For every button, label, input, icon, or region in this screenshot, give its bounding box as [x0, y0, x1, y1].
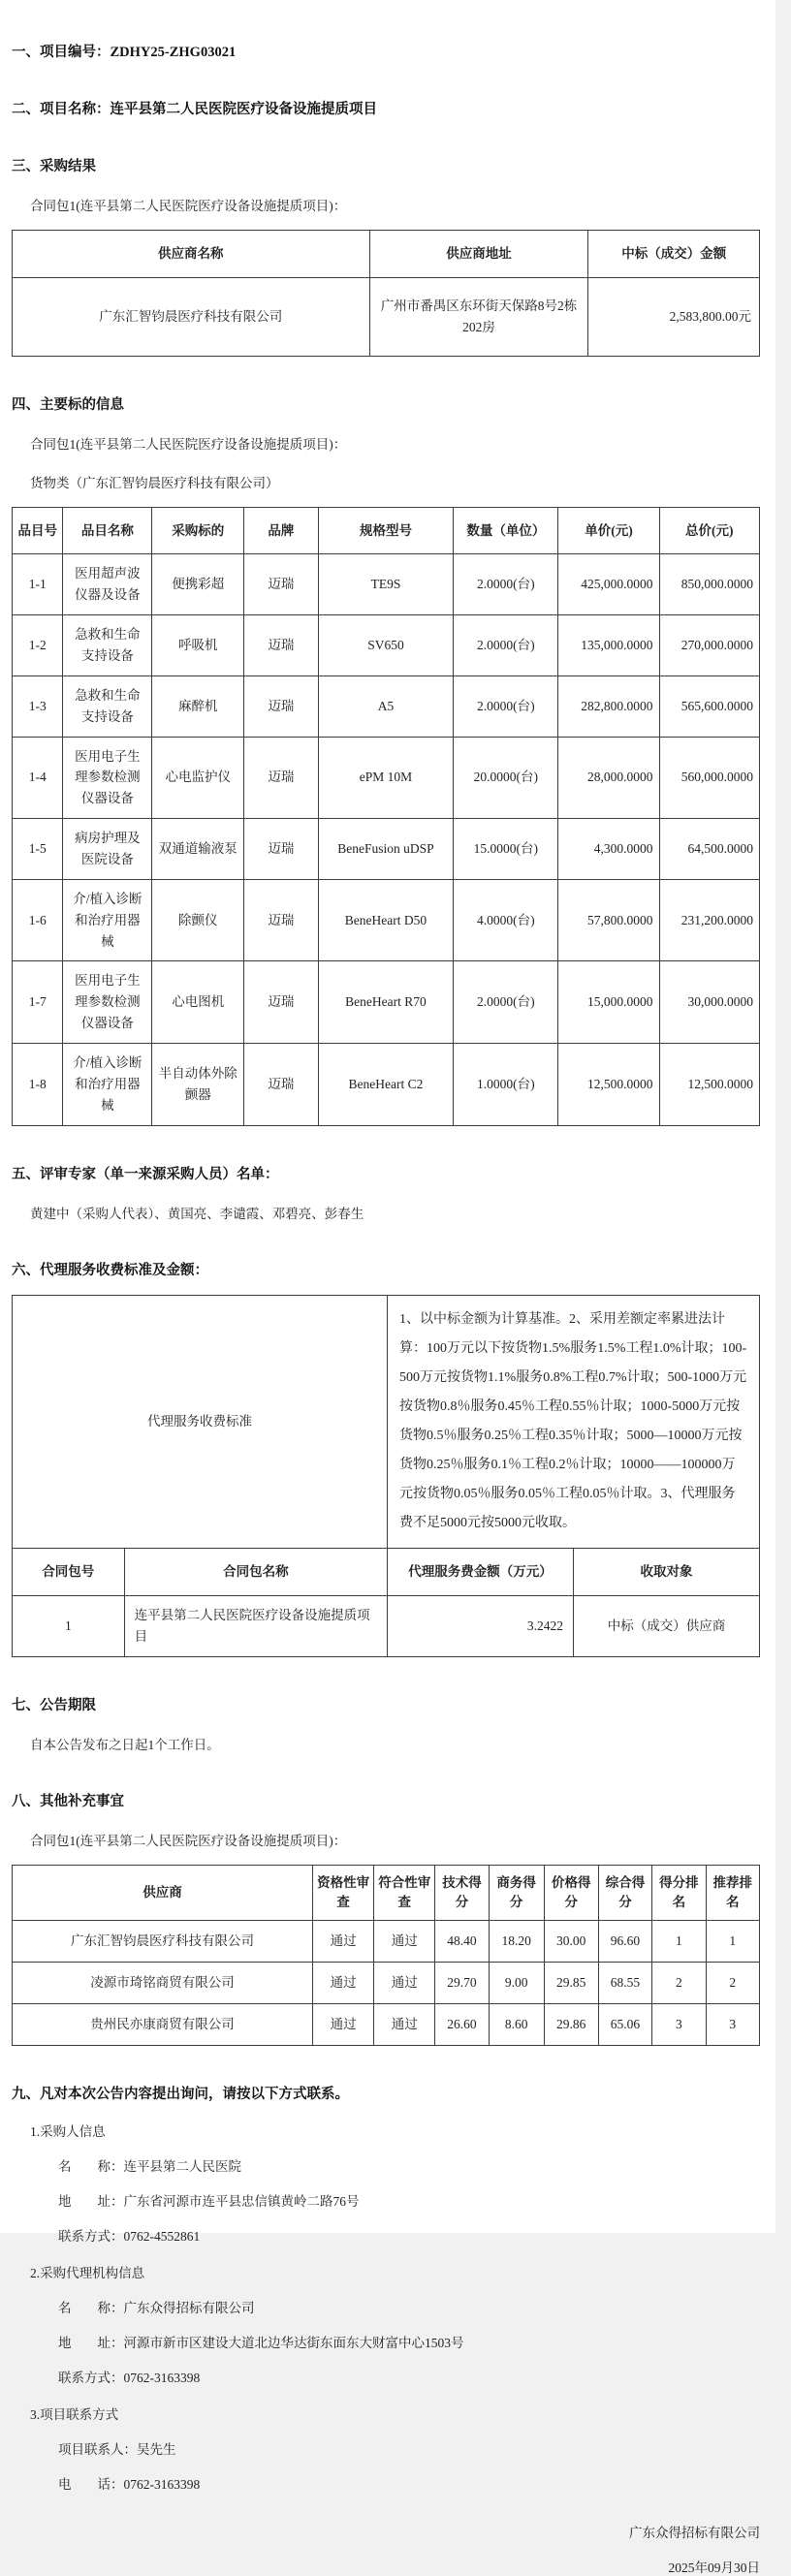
table-cell: 4.0000(台): [454, 879, 558, 961]
table-row: [13, 819, 760, 880]
package-name-cell: 连平县第二人民医院医疗设备设施提质项目: [124, 1596, 387, 1657]
signature-company: 广东众得招标有限公司: [629, 2526, 760, 2541]
column-header: 数量（单位）: [454, 507, 558, 554]
table-cell: 介/植入诊断和治疗用器械: [63, 1044, 152, 1126]
table-cell: 30,000.0000: [659, 961, 759, 1044]
table-cell: 29.86: [544, 2004, 598, 2046]
table-cell: 2: [706, 1963, 759, 2004]
table-cell: 呼吸机: [152, 615, 244, 676]
section-experts-heading: 五、评审专家（单一来源采购人员）名单：: [12, 1166, 279, 1182]
table-cell: 30.00: [544, 1921, 598, 1963]
table-cell: 4,300.0000: [558, 819, 659, 880]
table-cell: 医用电子生理参数检测仪器设备: [63, 737, 152, 819]
table-cell: 1-5: [13, 819, 63, 880]
table-cell: BeneHeart R70: [318, 961, 454, 1044]
column-header: 采购标的: [152, 507, 244, 554]
table-cell: 12,500.0000: [659, 1044, 759, 1126]
table-cell: 560,000.0000: [659, 737, 759, 819]
items-table: [12, 507, 760, 1126]
table-cell: 2,583,800.00元: [588, 277, 760, 356]
column-header: 商务得分: [489, 1865, 544, 1921]
table-cell: 广东汇智钧晨医疗科技有限公司: [13, 1921, 313, 1963]
table-cell: 425,000.0000: [558, 554, 659, 615]
table-cell: 介/植入诊断和治疗用器械: [63, 879, 152, 961]
table-cell: 广州市番禺区东环街天保路8号2栋202房: [369, 277, 588, 356]
column-header: 总价(元): [659, 507, 759, 554]
table-cell: ePM 10M: [318, 737, 454, 819]
table-cell: 15.0000(台): [454, 819, 558, 880]
table-cell: 20.0000(台): [454, 737, 558, 819]
table-cell: 3: [706, 2004, 759, 2046]
agency-address-line: 地 址：河源市新市区建设大道北边华达街东面东大财富中心1503号: [58, 2336, 464, 2351]
section-procurement-result-heading: 三、采购结果: [12, 159, 96, 174]
table-cell: 28,000.0000: [558, 737, 659, 819]
table-row: [13, 1921, 760, 1963]
table-cell: 通过: [313, 1963, 374, 2004]
table-cell: 通过: [313, 1921, 374, 1963]
table-row: [13, 1596, 760, 1657]
fee-payer-cell: 中标（成交）供应商: [574, 1596, 760, 1657]
table-cell: 8.60: [489, 2004, 544, 2046]
column-header: 规格型号: [318, 507, 454, 554]
table-cell: 2.0000(台): [454, 554, 558, 615]
contract-package-intro: 合同包1(连平县第二人民医院医疗设备设施提质项目)：: [30, 1833, 347, 1848]
fee-standard-row: [13, 1295, 760, 1549]
purchaser-phone-line: 联系方式：0762-4552861: [58, 2229, 201, 2245]
table-cell: 通过: [313, 2004, 374, 2046]
table-cell: 15,000.0000: [558, 961, 659, 1044]
column-header: 符合性审查: [374, 1865, 435, 1921]
table-cell: 12,500.0000: [558, 1044, 659, 1126]
table-cell: 29.85: [544, 1963, 598, 2004]
table-cell: 1-1: [13, 554, 63, 615]
section-contact-heading: 九、凡对本次公告内容提出询问，请按以下方式联系。: [12, 2087, 349, 2103]
table-cell: 26.60: [435, 2004, 489, 2046]
column-header: 得分排名: [652, 1865, 706, 1921]
table-cell: 急救和生命支持设备: [63, 615, 152, 676]
experts-names: 黄建中（采购人代表）、黄国亮、李谴霞、邓碧亮、彭春生: [30, 1206, 364, 1221]
table-row: [13, 737, 760, 819]
table-cell: 心电监护仪: [152, 737, 244, 819]
table-header-row: [13, 507, 760, 554]
table-cell: 270,000.0000: [659, 615, 759, 676]
table-cell: 迈瑞: [244, 737, 318, 819]
table-cell: 2.0000(台): [454, 675, 558, 737]
section-announcement-period-heading: 七、公告期限: [12, 1697, 96, 1713]
table-row: [13, 879, 760, 961]
table-cell: 通过: [374, 1921, 435, 1963]
table-cell: 1.0000(台): [454, 1044, 558, 1126]
table-cell: 麻醉机: [152, 675, 244, 737]
table-cell: 便携彩超: [152, 554, 244, 615]
table-cell: 29.70: [435, 1963, 489, 2004]
table-cell: BeneFusion uDSP: [318, 819, 454, 880]
table-cell: 1: [652, 1921, 706, 1963]
table-cell: 850,000.0000: [659, 554, 759, 615]
table-cell: 1-7: [13, 961, 63, 1044]
table-cell: 双通道输液泵: [152, 819, 244, 880]
agency-name-line: 名 称：广东众得招标有限公司: [58, 2301, 255, 2316]
table-cell: BeneHeart C2: [318, 1044, 454, 1126]
column-header: 中标（成交）金额: [588, 231, 760, 278]
fee-standard-label: 代理服务收费标准: [13, 1295, 388, 1549]
table-cell: BeneHeart D50: [318, 879, 454, 961]
column-header: 合同包号: [13, 1549, 125, 1596]
table-cell: 通过: [374, 2004, 435, 2046]
column-header: 资格性审查: [313, 1865, 374, 1921]
package-number-cell: 1: [13, 1596, 125, 1657]
project-contact-person-line: 项目联系人：吴先生: [58, 2442, 176, 2458]
agency-phone-line: 联系方式：0762-3163398: [58, 2371, 201, 2386]
contract-package-intro: 合同包1(连平县第二人民医院医疗设备设施提质项目)：: [30, 436, 347, 452]
table-cell: 凌源市琦铭商贸有限公司: [13, 1963, 313, 2004]
column-header: 供应商: [13, 1865, 313, 1921]
table-cell: 9.00: [489, 1963, 544, 2004]
fee-amount-cell: 3.2422: [388, 1596, 574, 1657]
table-cell: 18.20: [489, 1921, 544, 1963]
table-cell: 病房护理及医院设备: [63, 819, 152, 880]
table-cell: 2: [652, 1963, 706, 2004]
column-header: 综合得分: [598, 1865, 651, 1921]
purchaser-name-line: 名 称：连平县第二人民医院: [58, 2159, 241, 2175]
table-cell: 68.55: [598, 1963, 651, 2004]
column-header: 价格得分: [544, 1865, 598, 1921]
column-header: 代理服务费金额（万元）: [388, 1549, 574, 1596]
table-cell: 2.0000(台): [454, 615, 558, 676]
table-cell: 迈瑞: [244, 675, 318, 737]
table-cell: 48.40: [435, 1921, 489, 1963]
announcement-period-text: 自本公告发布之日起1个工作日。: [30, 1737, 220, 1752]
table-header-row: [13, 1549, 760, 1596]
table-cell: 贵州民亦康商贸有限公司: [13, 2004, 313, 2046]
table-cell: 迈瑞: [244, 615, 318, 676]
table-row: [13, 675, 760, 737]
table-row: [13, 1044, 760, 1126]
column-header: 单价(元): [558, 507, 659, 554]
table-cell: 迈瑞: [244, 961, 318, 1044]
agency-fee-table: [12, 1295, 760, 1657]
section-agency-fee-heading: 六、代理服务收费标准及金额：: [12, 1262, 208, 1278]
table-cell: 1-4: [13, 737, 63, 819]
table-cell: 迈瑞: [244, 1044, 318, 1126]
table-cell: 迈瑞: [244, 554, 318, 615]
section-project-number: 一、项目编号：ZDHY25-ZHG03021: [12, 45, 237, 60]
table-cell: 半自动体外除颤器: [152, 1044, 244, 1126]
table-cell: 医用超声波仪器及设备: [63, 554, 152, 615]
table-row: [13, 277, 760, 356]
signature-date: 2025年09月30日: [668, 2560, 760, 2576]
column-header: 收取对象: [574, 1549, 760, 1596]
table-cell: 急救和生命支持设备: [63, 675, 152, 737]
table-cell: 1: [706, 1921, 759, 1963]
table-cell: 迈瑞: [244, 819, 318, 880]
table-cell: 64,500.0000: [659, 819, 759, 880]
section-main-subject-heading: 四、主要标的信息: [12, 396, 124, 413]
column-header: 品目号: [13, 507, 63, 554]
table-cell: SV650: [318, 615, 454, 676]
goods-category-line: 货物类（广东汇智钧晨医疗科技有限公司）: [30, 475, 279, 490]
table-cell: 57,800.0000: [558, 879, 659, 961]
column-header: 供应商名称: [13, 231, 370, 278]
column-header: 品牌: [244, 507, 318, 554]
agency-info-title: 2.采购代理机构信息: [30, 2266, 145, 2281]
table-row: [13, 615, 760, 676]
table-cell: 135,000.0000: [558, 615, 659, 676]
section-supplementary-heading: 八、其他补充事宜: [12, 1793, 124, 1809]
table-cell: 231,200.0000: [659, 879, 759, 961]
table-cell: 96.60: [598, 1921, 651, 1963]
table-header-row: [13, 1865, 760, 1921]
table-row: [13, 2004, 760, 2046]
project-contact-phone-line: 电 话：0762-3163398: [58, 2477, 201, 2493]
table-cell: 医用电子生理参数检测仪器设备: [63, 961, 152, 1044]
table-cell: 1-2: [13, 615, 63, 676]
table-cell: 65.06: [598, 2004, 651, 2046]
table-cell: 565,600.0000: [659, 675, 759, 737]
column-header: 合同包名称: [124, 1549, 387, 1596]
table-cell: 广东汇智钧晨医疗科技有限公司: [13, 277, 370, 356]
table-cell: 1-6: [13, 879, 63, 961]
table-row: [13, 554, 760, 615]
section-project-name: 二、项目名称：连平县第二人民医院医疗设备设施提质项目: [12, 102, 377, 117]
table-cell: 通过: [374, 1963, 435, 2004]
column-header: 品目名称: [63, 507, 152, 554]
project-contact-title: 3.项目联系方式: [30, 2407, 119, 2423]
table-cell: 3: [652, 2004, 706, 2046]
table-cell: 1-3: [13, 675, 63, 737]
purchaser-address-line: 地 址：广东省河源市连平县忠信镇黄岭二路76号: [58, 2194, 360, 2210]
table-cell: 1-8: [13, 1044, 63, 1126]
table-cell: 2.0000(台): [454, 961, 558, 1044]
table-row: [13, 961, 760, 1044]
column-header: 技术得分: [435, 1865, 489, 1921]
contract-package-intro: 合同包1(连平县第二人民医院医疗设备设施提质项目)：: [30, 199, 347, 213]
table-cell: 282,800.0000: [558, 675, 659, 737]
supplier-score-table: [12, 1865, 760, 2046]
table-cell: 迈瑞: [244, 879, 318, 961]
signature-block: [12, 2522, 760, 2576]
column-header: 推荐排名: [706, 1865, 759, 1921]
table-cell: 除颤仪: [152, 879, 244, 961]
table-header-row: [13, 231, 760, 278]
table-cell: TE9S: [318, 554, 454, 615]
column-header: 供应商地址: [369, 231, 588, 278]
table-row: [13, 1963, 760, 2004]
table-cell: 心电图机: [152, 961, 244, 1044]
supplier-result-table: [12, 230, 760, 357]
table-cell: A5: [318, 675, 454, 737]
purchaser-info-title: 1.采购人信息: [30, 2124, 106, 2140]
fee-standard-text: 1、以中标金额为计算基准。2、采用差额定率累进法计算：100万元以下按货物1.5%服务1.5%工程1.0%计取；100-500万元按货物1.1%服务0.8%工程0.7%计取；500-1000万元按货物0.8％服务0.45％工程0.55％计取；1000-5000万元按货物0.5％服务0.25％工程0.35％计取；5000—10000万元按货物0.25％服务0.1％工程0.2％计取；10000——100000万元按货物0.05％服务0.05％工程0.05％计取。3、代理服务费不足5000元按5000元收取。: [388, 1295, 760, 1549]
